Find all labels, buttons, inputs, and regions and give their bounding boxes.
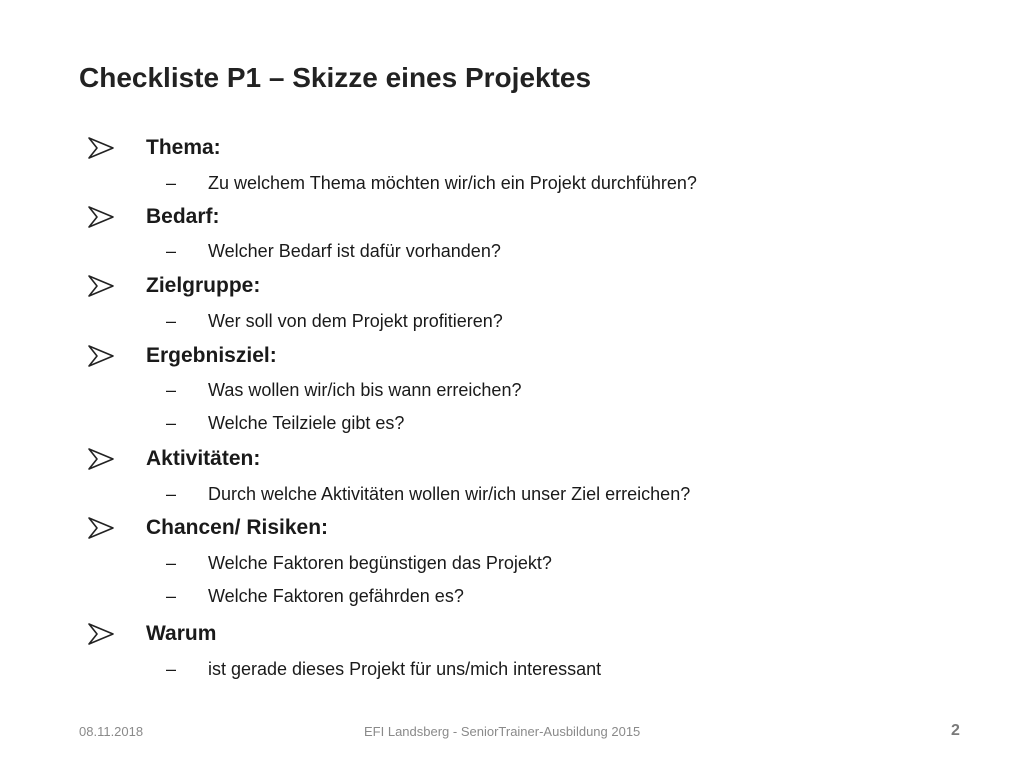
sub-bullet: –: [166, 310, 177, 331]
sub-item-text: Welche Faktoren gefährden es?: [208, 585, 464, 606]
sub-item-text: Durch welche Aktivitäten wollen wir/ich unser Ziel erreichen?: [208, 483, 691, 504]
item-heading: Chancen/ Risiken:: [146, 516, 329, 539]
arrow-bullet-icon: [86, 447, 116, 471]
checklist-item-ergebnisziel: [86, 341, 277, 371]
sub-bullet: –: [166, 412, 177, 433]
sub-item: [166, 482, 690, 506]
sub-item: [166, 411, 404, 435]
checklist-item-warum: [86, 619, 216, 649]
sub-item: [166, 378, 521, 402]
page-number: 2: [951, 722, 960, 739]
footer-date: 08.11.2018: [79, 724, 144, 739]
footer-title: EFI Landsberg - SeniorTrainer-Ausbildung 2015: [364, 724, 641, 739]
slide-title: Checkliste P1 – Skizze eines Projektes: [79, 62, 592, 93]
arrow-bullet-icon: [86, 205, 116, 229]
sub-item: [166, 309, 503, 333]
sub-bullet: –: [166, 552, 177, 573]
checklist-item-bedarf: [86, 202, 220, 232]
arrow-bullet-icon: [86, 136, 116, 160]
sub-item-text: Wer soll von dem Projekt profitieren?: [208, 310, 503, 331]
item-heading: Ergebnisziel:: [146, 344, 277, 367]
checklist-item-chancen-risiken: [86, 513, 328, 543]
checklist-item-aktivitaeten: [86, 444, 260, 474]
sub-item: [166, 239, 501, 263]
item-heading: Warum: [146, 622, 217, 645]
arrow-bullet-icon: [86, 516, 116, 540]
sub-item-text: Was wollen wir/ich bis wann erreichen?: [208, 379, 522, 400]
checklist-item-thema: [86, 133, 221, 163]
sub-item-text: Welcher Bedarf ist dafür vorhanden?: [208, 240, 501, 261]
item-heading: Aktivitäten:: [146, 447, 261, 470]
item-heading: Bedarf:: [146, 205, 220, 228]
arrow-bullet-icon: [86, 344, 116, 368]
sub-bullet: –: [166, 379, 177, 400]
checklist-item-zielgruppe: [86, 271, 260, 301]
sub-bullet: –: [166, 658, 177, 679]
arrow-bullet-icon: [86, 274, 116, 298]
sub-bullet: –: [166, 240, 177, 261]
item-heading: Zielgruppe:: [146, 274, 261, 297]
sub-item: [166, 171, 697, 195]
arrow-bullet-icon: [86, 622, 116, 646]
item-heading: Thema:: [146, 136, 221, 159]
sub-bullet: –: [166, 585, 177, 606]
sub-bullet: –: [166, 483, 177, 504]
sub-item-text: ist gerade dieses Projekt für uns/mich interessant: [208, 658, 602, 679]
sub-item: [166, 584, 464, 608]
sub-item-text: Zu welchem Thema möchten wir/ich ein Projekt durchführen?: [208, 172, 697, 193]
sub-item-text: Welche Faktoren begünstigen das Projekt?: [208, 552, 552, 573]
sub-item: [166, 551, 552, 575]
sub-item-text: Welche Teilziele gibt es?: [208, 412, 405, 433]
sub-bullet: –: [166, 172, 177, 193]
sub-item: [166, 657, 601, 681]
